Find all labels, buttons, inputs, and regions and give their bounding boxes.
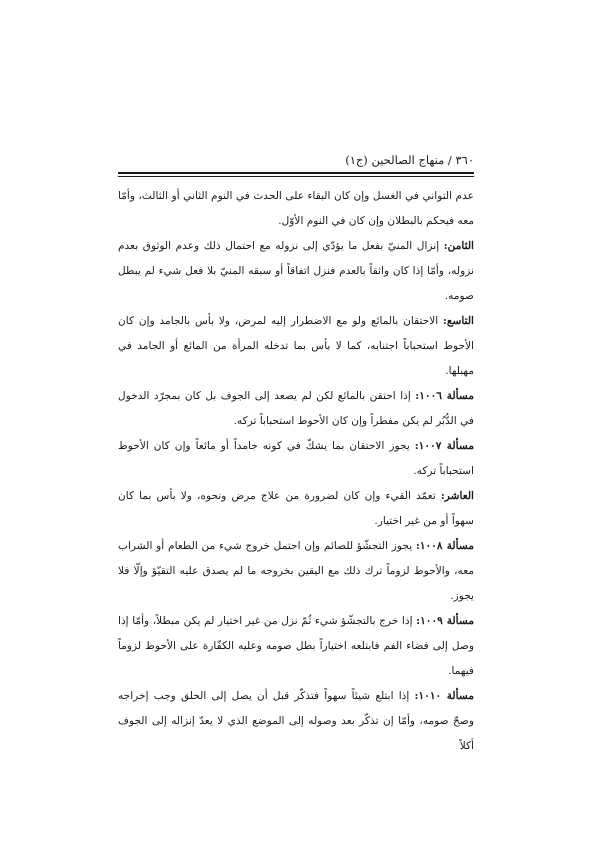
paragraph-text: إذا ابتلع شيئاً سهواً فتذكّر قبل أن يصل إلى الحلق وجب إخراجه وصحّ صومه، وأمّا إن تذكّر بعد وصوله إلى الموضع الذي لا يعدّ إنزاله إلى الجوف أكلاً (118, 690, 474, 752)
paragraph-text: يجوز الاحتقان بما يشكّ في كونه جامداً أو مائعاً وإن كان الأحوط استحباباً تركه. (118, 440, 474, 477)
paragraph-text: يجوز التجشّؤ للصائم وإن احتمل خروج شيء من الطعام أو الشراب معه، والأحوط لزوماً ترك ذلك مع اليقين بخروجه ما لم يصدق عليه التقيّؤ وإلّا فلا يجوز. (118, 540, 474, 602)
paragraph-lead: العاشر: (440, 490, 474, 502)
paragraph-lead: الثامن: (443, 240, 474, 252)
paragraph-lead: التاسع: (442, 315, 474, 327)
paragraph-text: إنزال المنيّ بفعل ما يؤدّي إلى نزوله مع احتمال ذلك وعدم الوثوق بعدم نزوله، وأمّا إذا كان واثقاً بالعدم فنزل اتفاقاً أو سبقه المنيّ بلا فعل شيء لم يبطل صومه. (118, 240, 474, 302)
paragraph-lead: مسألة ١٠٠٩: (416, 615, 474, 627)
paragraph (118, 609, 474, 684)
header-rule-thin (118, 176, 474, 177)
paragraph-text: عدم التواني في الغسل وإن كان البقاء على الحدث في النوم الثاني أو الثالث، وأمّا معه فيحكم بالبطلان وإن كان في النوم الأوّل. (118, 190, 474, 227)
paragraph (118, 484, 474, 534)
paragraph (118, 184, 474, 234)
paragraph (118, 234, 474, 309)
paragraph (118, 534, 474, 609)
paragraph-lead: مسألة ١٠٠٦: (415, 390, 474, 402)
paragraph-lead: مسألة ١٠٠٨: (415, 540, 474, 552)
paragraph-text: الاحتقان بالمائع ولو مع الاضطرار إليه لمرض، ولا بأس بالجامد وإن كان الأحوط استحباباً اجتنابه، كما لا بأس بما تدخله المرأة من المائع أو الجامد في مهبلها. (118, 315, 474, 377)
paragraph (118, 309, 474, 384)
running-header: ٣٦٠ / منهاج الصالحين (ج١) (345, 153, 474, 167)
paragraph-text: تعمّد القيء وإن كان لضرورة من علاج مرض ونحوه، ولا بأس بما كان سهواً أو من غير اختيار. (118, 490, 474, 527)
paragraph-text: إذا خرج بالتجشّؤ شيء ثُمّ نزل من غير اختيار لم يكن مبطلاً، وأمّا إذا وصل إلى فضاء الفم فابتلعه اختياراً بطل صومه وعليه الكفّارة على الأحوط لزوماً فيهما. (118, 615, 474, 677)
body-text (118, 184, 474, 759)
paragraph (118, 434, 474, 484)
header-rule-thick (118, 172, 474, 174)
paragraph-lead: مسألة ١٠٠٧: (414, 440, 474, 452)
paragraph-text: إذا احتقن بالمائع لكن لم يصعد إلى الجوف بل كان بمجرّد الدخول في الدُّبُر لم يكن مفطراً وإن كان الأحوط استحباباً تركه. (118, 390, 474, 427)
paragraph-lead: مسألة ١٠١٠: (414, 690, 475, 702)
paragraph (118, 684, 474, 759)
paragraph (118, 384, 474, 434)
